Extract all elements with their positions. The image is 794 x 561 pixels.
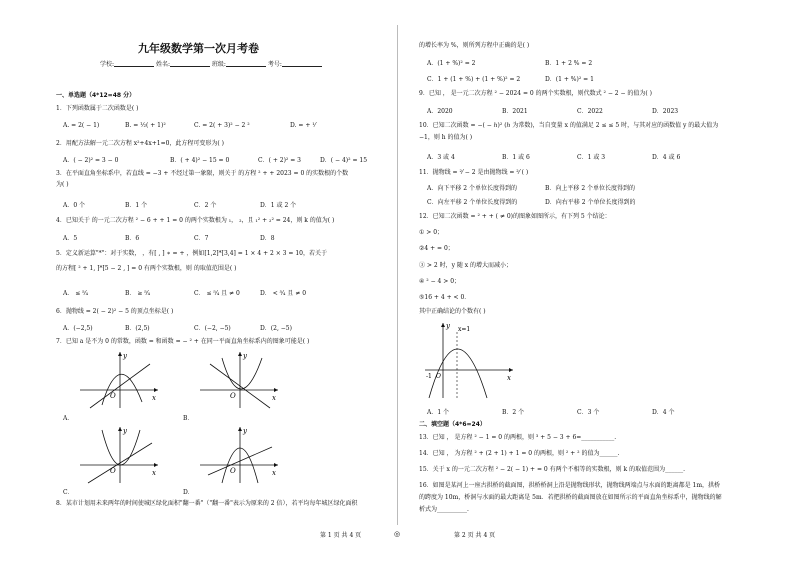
class-blank[interactable]: [226, 60, 266, 67]
page-title: 九年级数学第一次月考卷: [138, 42, 259, 55]
q9-opt-a: A．2020: [427, 108, 453, 115]
q10-stem-cont: −1，则 h 的值为( ): [419, 134, 473, 141]
q9-stem: 9．已知 ， 是一元二次方程 ² − 2024 = 0 的两个实数根，则代数式 ² − 2 − 的值为( ): [419, 90, 653, 97]
q11-opt-d: D．向右平移 2 个单位长度得到的: [545, 199, 636, 206]
q8-opt-b: B．1 + 2 % = 2: [545, 60, 593, 67]
q7-label-d: D．: [183, 489, 194, 496]
q8-opt-c: C．1 + (1 + %) + (1 + %)² = 2: [427, 76, 521, 83]
q4-opt-c: C．7: [194, 235, 209, 242]
page-footer: 第 1 页 共 4 页: [320, 532, 362, 539]
q5-opt-d: D． < ⁵⁄₄ 且 ≠ 0: [260, 290, 307, 297]
q15: 15．关于 x 的一元二次方程 ² − 2( − 1) + = 0 有两个不相等的实数根，则 k 的取值范围为______.: [419, 466, 686, 473]
q1-opt-c: C. = 2( + 3)² − 2 ²: [194, 122, 250, 129]
svg-text:x: x: [152, 469, 156, 477]
q10-opt-c: C．1 或 3: [577, 154, 606, 161]
q16-line-1: 16．如图是某河上一座古拱桥的截面图，拱桥桥洞上沿是抛物线形状，抛物线两端点与水面的距离都是 1m，拱桥: [419, 482, 721, 489]
svg-text:y: y: [123, 427, 127, 435]
q2-opt-c: C．( + 2)² = 3: [258, 157, 301, 164]
q8-stem: 8．某市计划用未来两年的时间使城区绿化面积"翻一番"（"翻一番"表示为原来的 2 倍），若平均每年城区绿化面积: [56, 500, 358, 507]
q12-tick-neg: -1: [426, 373, 432, 380]
q12-opt-d: D．4 个: [652, 409, 675, 416]
q10-opt-b: B．1 或 6: [502, 154, 530, 161]
q1-opt-a: A. = 2( − 1): [63, 122, 100, 129]
q3-opt-b: B．1 个: [125, 202, 148, 209]
q7-label-c: C．: [63, 489, 74, 496]
q2-opt-b: B．( + 4)² − 15 = 0: [170, 157, 230, 164]
q16-line-3: 析式为__________.: [419, 506, 469, 513]
svg-text:O: O: [230, 392, 236, 400]
q5-opt-c: C． ≤ ⁵⁄₄ 且 ≠ 0: [194, 290, 240, 297]
q1-opt-b: B. = ½( + 1)²: [125, 122, 166, 129]
q3-stem-cont: 为( ): [56, 181, 69, 188]
q7-label-b: B．: [183, 415, 194, 422]
q4-opt-b: B．6: [125, 235, 140, 242]
q6-stem: 6．抛物线 = 2( − 2)² − 5 的顶点坐标是( ): [56, 308, 174, 315]
q9-opt-d: D．2023: [652, 108, 679, 115]
q11-opt-a: A．向下平移 2 个单位长度得到的: [427, 185, 517, 192]
q12-origin: O: [436, 373, 441, 380]
school-blank[interactable]: [114, 60, 154, 67]
svg-text:y: y: [123, 352, 127, 360]
q8-opt-d: D．(1 + %)² = 1: [545, 76, 594, 83]
q7-label-a: A．: [63, 415, 74, 422]
q4-opt-d: D．8: [260, 235, 275, 242]
svg-text:O: O: [110, 392, 116, 400]
q3-stem: 3．在平面直角坐标系中，若直线 = −3 + 不经过第一象限，则关于 的方程 ² + + 2023 = 0 的实数根的个数: [56, 170, 349, 177]
q7-stem: 7．已知 a 是不为 0 的常数，函数 = 和函数 = − ² + 在同一平面直角坐标系内的图象可能是( ): [56, 338, 310, 345]
q12-stem: 12．已知二次函数 = ² + + ( ≠ 0)的图象如图所示，有下列 5 个结论：: [419, 213, 611, 220]
q16-line-2: 的跨度为 10m，桥洞与水面的最大距离是 5m．若把拱桥的截面图放在如图所示的平面直角坐标系中，抛物线的解: [419, 494, 722, 501]
q12-axis-label: x=1: [458, 326, 471, 333]
q12-opt-c: C．3 个: [577, 409, 600, 416]
q12-item-4: ④ ² − 4 > 0；: [419, 278, 461, 285]
q5-stem-cont: 的方程[ ² + 1, ]*[5 − 2 , ] = 0 有两个实数根，则 的取值范围是( ): [56, 265, 237, 272]
q4-opt-a: A．5: [63, 235, 78, 242]
q6-opt-a: A．(−2,5): [63, 325, 93, 332]
right-page: [397, 0, 794, 561]
page-footer: 第 2 页 共 4 页: [454, 532, 496, 539]
svg-text:x: x: [272, 394, 276, 402]
q5-stem: 5．定义新运算"*"：对于实数， ，有[ , ] ∗ = + ，例如[1,2]*[3,4] = 1 × 4 + 2 × 3 = 10，若关于: [56, 250, 327, 257]
svg-text:O: O: [110, 467, 116, 475]
q7-graph-b: [200, 350, 280, 410]
binding-hole-icon: ◎: [394, 530, 401, 538]
q2-opt-a: A．( − 2)² = 3 − 0: [63, 157, 119, 164]
q10-opt-d: D．4 或 6: [652, 154, 681, 161]
q12-opt-b: B．2 个: [502, 409, 525, 416]
q13: 13．已知 ， 是方程 ² − 1 = 0 的两根，则 ³ + 5 − 3 + 6=___________.: [419, 434, 617, 441]
q9-opt-b: B．2021: [502, 108, 528, 115]
svg-text:y: y: [243, 352, 247, 360]
q11-stem: 11．抛物线 = ²⁄ − 2 是由抛物线 = ²⁄ ( ): [419, 169, 529, 176]
q3-opt-c: C．2 个: [194, 202, 217, 209]
q10-stem: 10．已知二次函数 = −( − ℎ)² (ℎ 为常数)，当自变量 x 的值满足 2 ≤ ≤ 5 时，与其对应的函数值 y 的最大值为: [419, 122, 719, 129]
q12-after: 其中正确结论的个数有( ): [419, 308, 486, 315]
q12-opt-a: A．1 个: [427, 409, 450, 416]
q3-opt-d: D．1 或 2 个: [260, 202, 297, 209]
q3-opt-a: A．0 个: [63, 202, 86, 209]
q7-graph-d: [200, 425, 280, 485]
q12-item-3: ③ > 2 时，y 随 x 的增大而减小；: [419, 262, 513, 269]
q12-y-axis: y: [446, 322, 450, 330]
q1-opt-d: D. = + ¹⁄: [290, 122, 316, 129]
q10-opt-a: A．3 或 4: [427, 154, 455, 161]
q2-opt-d: D．( − 4)² = 15: [320, 157, 368, 164]
q12-item-1: ① > 0；: [419, 229, 444, 236]
q12-x-axis: x: [507, 374, 511, 382]
q2-stem: 2．用配方法解一元二次方程 x²+4x+1=0，此方程可变形为( ): [56, 140, 225, 147]
section2-heading: 二、填空题（4*6=24）: [419, 421, 486, 428]
name-blank[interactable]: [170, 60, 210, 67]
q6-opt-d: D．(2, −5): [260, 325, 292, 332]
name-label: 姓名:: [155, 61, 170, 68]
q5-opt-b: B． ≥ ⁵⁄₄: [125, 290, 151, 297]
svg-text:O: O: [230, 467, 236, 475]
id-label: 考号:: [267, 61, 282, 68]
q12-item-2: ②4 + = 0；: [419, 245, 454, 252]
q12-item-5: ⑤16 + 4 + < 0．: [419, 294, 471, 301]
q14: 14．已知 ， 为方程 ² + (2 + 1) + 1 = 0 的两根，则 ² + ² 的值为______.: [419, 450, 620, 457]
q7-graph-c: [80, 425, 160, 485]
q8-opt-a: A．(1 + %)² = 2: [427, 60, 476, 67]
q7-graph-a: [80, 350, 160, 410]
q4-stem: 4．已知关于 的一元二次方程 ² − 6 + + 1 = 0 的两个实数根为 ₁， ₂，且 ₁² + ₂² = 24，则 k 的值为( ): [56, 217, 335, 224]
svg-text:y: y: [243, 427, 247, 435]
student-info-line: [100, 59, 322, 68]
section-heading: 一、单选题（4*12=48 分）: [56, 92, 136, 99]
q12-parabola-graph: [425, 320, 515, 400]
class-label: 班级:: [211, 61, 226, 68]
q6-opt-c: C．(−2, −5): [194, 325, 231, 332]
q11-opt-c: C．向左平移 2 个单位长度得到的: [427, 199, 518, 206]
svg-text:x: x: [272, 469, 276, 477]
school-label: 学校:: [100, 61, 115, 68]
q8-stem-cont: 的增长率为 %，则所列方程中正确的是( ): [419, 42, 530, 49]
q6-opt-b: B．(2,5): [125, 325, 150, 332]
q1-stem: 1．下列函数属于二次函数是( ): [56, 105, 139, 112]
q9-opt-c: C．2022: [577, 108, 603, 115]
id-blank[interactable]: [282, 60, 322, 67]
q11-opt-b: B．向上平移 2 个单位长度得到的: [545, 185, 636, 192]
svg-text:x: x: [152, 394, 156, 402]
q5-opt-a: A． ≤ ⁵⁄₄: [63, 290, 88, 297]
